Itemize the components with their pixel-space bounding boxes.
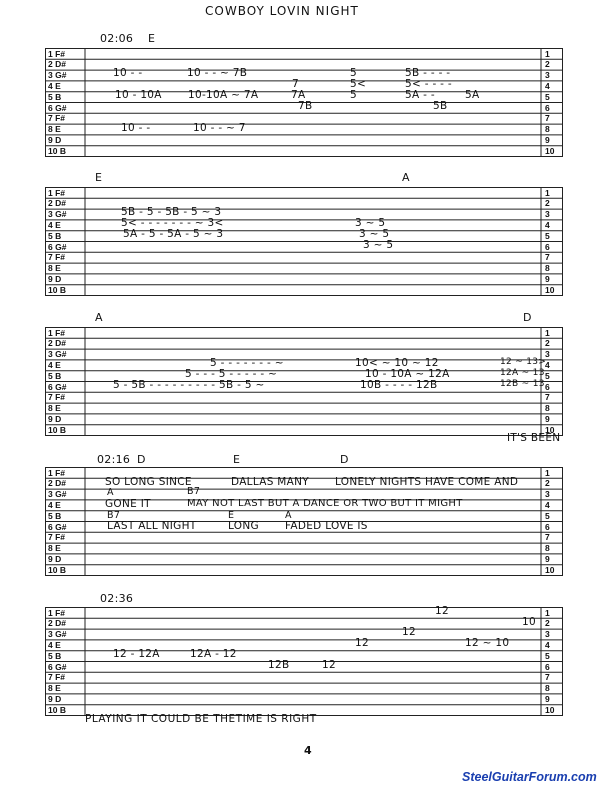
string-label: 10 B: [48, 424, 66, 435]
string-number: 9: [545, 134, 550, 145]
lyric-cue: IT'S BEEN: [507, 432, 561, 444]
string-number: 4: [545, 80, 550, 91]
song-title: COWBOY LOVIN NIGHT: [205, 4, 359, 18]
staff-lines: [45, 605, 563, 720]
tab-note: 10 - - ~ 7B: [187, 67, 248, 79]
string-number: 4: [545, 639, 550, 650]
tab-note: 12 ~ 13>: [500, 357, 547, 367]
string-label: 8 E: [48, 124, 61, 135]
lyric: MAY NOT LAST BUT A DANCE OR TWO BUT IT MIGHT: [187, 498, 463, 509]
string-number: 5: [545, 510, 550, 521]
lyric: LONELY NIGHTS HAVE COME AND: [335, 476, 519, 488]
string-label: 1 F#: [48, 187, 66, 198]
string-label: 2 D#: [48, 338, 66, 349]
string-label: 4 E: [48, 499, 61, 510]
string-number: 8: [545, 403, 550, 414]
tab-note: 3 ~ 5: [363, 239, 394, 251]
string-number: 8: [545, 124, 550, 135]
string-label: 7 F#: [48, 532, 66, 543]
string-label: 2 D#: [48, 198, 66, 209]
tab-note: 12: [322, 659, 336, 671]
string-number: 7: [545, 113, 550, 124]
string-label: 3 G#: [48, 349, 67, 360]
chord-label: E: [148, 32, 156, 45]
string-label: 4 E: [48, 639, 61, 650]
string-number: 5: [545, 370, 550, 381]
string-label: 5 B: [48, 230, 62, 241]
string-label: 9 D: [48, 413, 62, 424]
chord-label: E: [233, 453, 241, 466]
lyric: LONG: [228, 520, 259, 532]
tab-note: 12: [435, 605, 449, 617]
tab-note: 12 - 12A: [113, 648, 160, 660]
tab-note: 10< ~ 10 ~ 12: [355, 357, 439, 369]
string-number: 9: [545, 693, 550, 704]
string-label: 10 B: [48, 145, 66, 156]
string-number: 7: [545, 252, 550, 263]
string-number: 6: [545, 241, 550, 252]
tab-note: 5B - - - -: [405, 67, 451, 79]
string-label: 1 F#: [48, 48, 66, 59]
string-label: 4 E: [48, 80, 61, 91]
string-number: 3: [545, 209, 550, 220]
string-label: 5 B: [48, 370, 62, 381]
string-number: 6: [545, 102, 550, 113]
string-number: 1: [545, 467, 550, 478]
string-number: 2: [545, 618, 550, 629]
string-number: 7: [545, 532, 550, 543]
string-number: 1: [545, 48, 550, 59]
string-number: 3: [545, 70, 550, 81]
chord-label: E: [95, 171, 103, 184]
string-label: 6 G#: [48, 661, 67, 672]
string-label: 2 D#: [48, 59, 66, 70]
lyric: FADED LOVE IS: [285, 520, 368, 532]
string-number: 9: [545, 413, 550, 424]
string-label: 2 D#: [48, 478, 66, 489]
tab-note: 5B: [433, 100, 448, 112]
string-label: 10 B: [48, 564, 66, 575]
string-label: 3 G#: [48, 70, 67, 81]
string-number: 1: [545, 607, 550, 618]
string-number: 5: [545, 91, 550, 102]
string-number: 2: [545, 59, 550, 70]
tab-note: 10 - - ~ 7: [193, 122, 246, 134]
string-number: 6: [545, 521, 550, 532]
tab-note: 5A: [465, 89, 480, 101]
tab-note: 10 - -: [113, 67, 143, 79]
timestamp: 02:06: [100, 32, 134, 45]
tab-note: 12A ~ 13: [500, 368, 545, 378]
chord-label: D: [523, 311, 532, 324]
tab-system-3: [45, 311, 563, 444]
tab-note: 10 - -: [121, 122, 151, 134]
string-number: 7: [545, 672, 550, 683]
string-number: 4: [545, 499, 550, 510]
tab-note: 12: [355, 637, 369, 649]
tab-note: 5 - 5B - - - - - - - - - 5B - 5 ~: [113, 379, 265, 391]
staff-lines: [45, 185, 563, 300]
tab-note: 10 - 10A ~ 12A: [365, 368, 450, 380]
tab-note: 5B - 5 - 5B - 5 ~ 3: [121, 206, 222, 218]
string-number: 9: [545, 273, 550, 284]
chord-label: B7: [107, 510, 121, 521]
string-label: 3 G#: [48, 209, 67, 220]
tab-system-2: [45, 171, 563, 300]
string-label: 9 D: [48, 553, 62, 564]
string-number: 3: [545, 349, 550, 360]
tab-note: 10-10A ~ 7A: [188, 89, 259, 101]
tab-note: 10: [522, 616, 536, 628]
string-number: 6: [545, 661, 550, 672]
tab-note: 5A - -: [405, 89, 435, 101]
string-label: 1 F#: [48, 607, 66, 618]
chord-label: B7: [187, 486, 201, 497]
string-label: 2 D#: [48, 618, 66, 629]
string-number: 6: [545, 381, 550, 392]
string-number: 5: [545, 650, 550, 661]
chord-label: E: [228, 510, 235, 521]
timestamp: 02:16: [97, 453, 131, 466]
string-number: 10: [545, 704, 555, 715]
string-label: 7 F#: [48, 252, 66, 263]
chord-label: D: [137, 453, 146, 466]
lyric: SO LONG SINCE: [105, 476, 192, 488]
page-number: 4: [304, 744, 312, 757]
string-label: 7 F#: [48, 672, 66, 683]
string-number: 10: [545, 145, 555, 156]
string-number: 2: [545, 478, 550, 489]
string-label: 6 G#: [48, 521, 67, 532]
lyric-cue: PLAYING IT COULD BE THETIME IS RIGHT: [85, 713, 317, 725]
string-label: 9 D: [48, 693, 62, 704]
tab-system-4: [45, 453, 563, 580]
string-label: 10 B: [48, 284, 66, 295]
tab-note: 5A - 5 - 5A - 5 ~ 3: [123, 228, 224, 240]
string-label: 5 B: [48, 510, 62, 521]
string-label: 9 D: [48, 273, 62, 284]
tab-note: 12B: [268, 659, 290, 671]
tab-note: 5: [350, 89, 357, 101]
string-label: 8 E: [48, 403, 61, 414]
tab-note: 5: [350, 67, 357, 79]
chord-label: A: [402, 171, 410, 184]
string-label: 8 E: [48, 543, 61, 554]
string-number: 10: [545, 284, 555, 295]
string-number: 1: [545, 327, 550, 338]
string-number: 9: [545, 553, 550, 564]
chord-label: A: [95, 311, 103, 324]
tab-note: 7A: [291, 89, 306, 101]
string-label: 5 B: [48, 91, 62, 102]
string-label: 1 F#: [48, 327, 66, 338]
tab-system-5: [45, 592, 563, 725]
string-number: 2: [545, 338, 550, 349]
string-label: 5 B: [48, 650, 62, 661]
string-label: 10 B: [48, 704, 66, 715]
chord-label: D: [340, 453, 349, 466]
string-number: 5: [545, 230, 550, 241]
chord-label: A: [107, 487, 114, 498]
tab-note: 7: [292, 78, 299, 90]
string-label: 8 E: [48, 683, 61, 694]
tab-note: 5 - - - - - - - ~: [210, 357, 284, 369]
string-number: 10: [545, 564, 555, 575]
string-label: 7 F#: [48, 392, 66, 403]
string-number: 8: [545, 263, 550, 274]
chord-label: A: [285, 510, 292, 521]
string-label: 8 E: [48, 263, 61, 274]
string-number: 8: [545, 683, 550, 694]
tab-system-1: [45, 32, 563, 161]
string-number: 1: [545, 187, 550, 198]
string-number: 3: [545, 629, 550, 640]
tab-note: 12: [402, 626, 416, 638]
string-label: 4 E: [48, 219, 61, 230]
lyric: GONE IT: [105, 498, 151, 510]
tab-note: 5<: [350, 78, 367, 90]
string-label: 1 F#: [48, 467, 66, 478]
tab-note: 12A - 12: [190, 648, 237, 660]
string-label: 7 F#: [48, 113, 66, 124]
string-number: 2: [545, 198, 550, 209]
timestamp: 02:36: [100, 592, 134, 605]
string-number: 3: [545, 489, 550, 500]
tab-note: 5 - - - 5 - - - - - ~: [185, 368, 278, 380]
string-number: 10: [545, 424, 555, 435]
string-label: 6 G#: [48, 241, 67, 252]
string-label: 9 D: [48, 134, 62, 145]
string-label: 3 G#: [48, 629, 67, 640]
tab-note: 3 ~ 5: [355, 217, 386, 229]
string-label: 3 G#: [48, 489, 67, 500]
tab-note: 7B: [298, 100, 313, 112]
site-watermark: SteelGuitarForum.com: [462, 770, 597, 784]
tab-note: 10 - 10A: [115, 89, 162, 101]
string-number: 7: [545, 392, 550, 403]
tab-note: 10B - - - - 12B: [360, 379, 438, 391]
tab-note: 12 ~ 10: [465, 637, 510, 649]
string-number: 4: [545, 359, 550, 370]
tab-note: 12B ~ 13: [500, 379, 545, 389]
tab-note: 5< - - - - - - - ~ 3<: [121, 217, 224, 229]
string-number: 8: [545, 543, 550, 554]
tab-note: 3 ~ 5: [359, 228, 390, 240]
string-label: 6 G#: [48, 102, 67, 113]
string-label: 4 E: [48, 359, 61, 370]
tab-note: 5< - - - -: [405, 78, 452, 90]
string-number: 4: [545, 219, 550, 230]
lyric: DALLAS MANY: [231, 476, 310, 488]
lyric: LAST ALL NIGHT: [107, 520, 197, 532]
string-label: 6 G#: [48, 381, 67, 392]
